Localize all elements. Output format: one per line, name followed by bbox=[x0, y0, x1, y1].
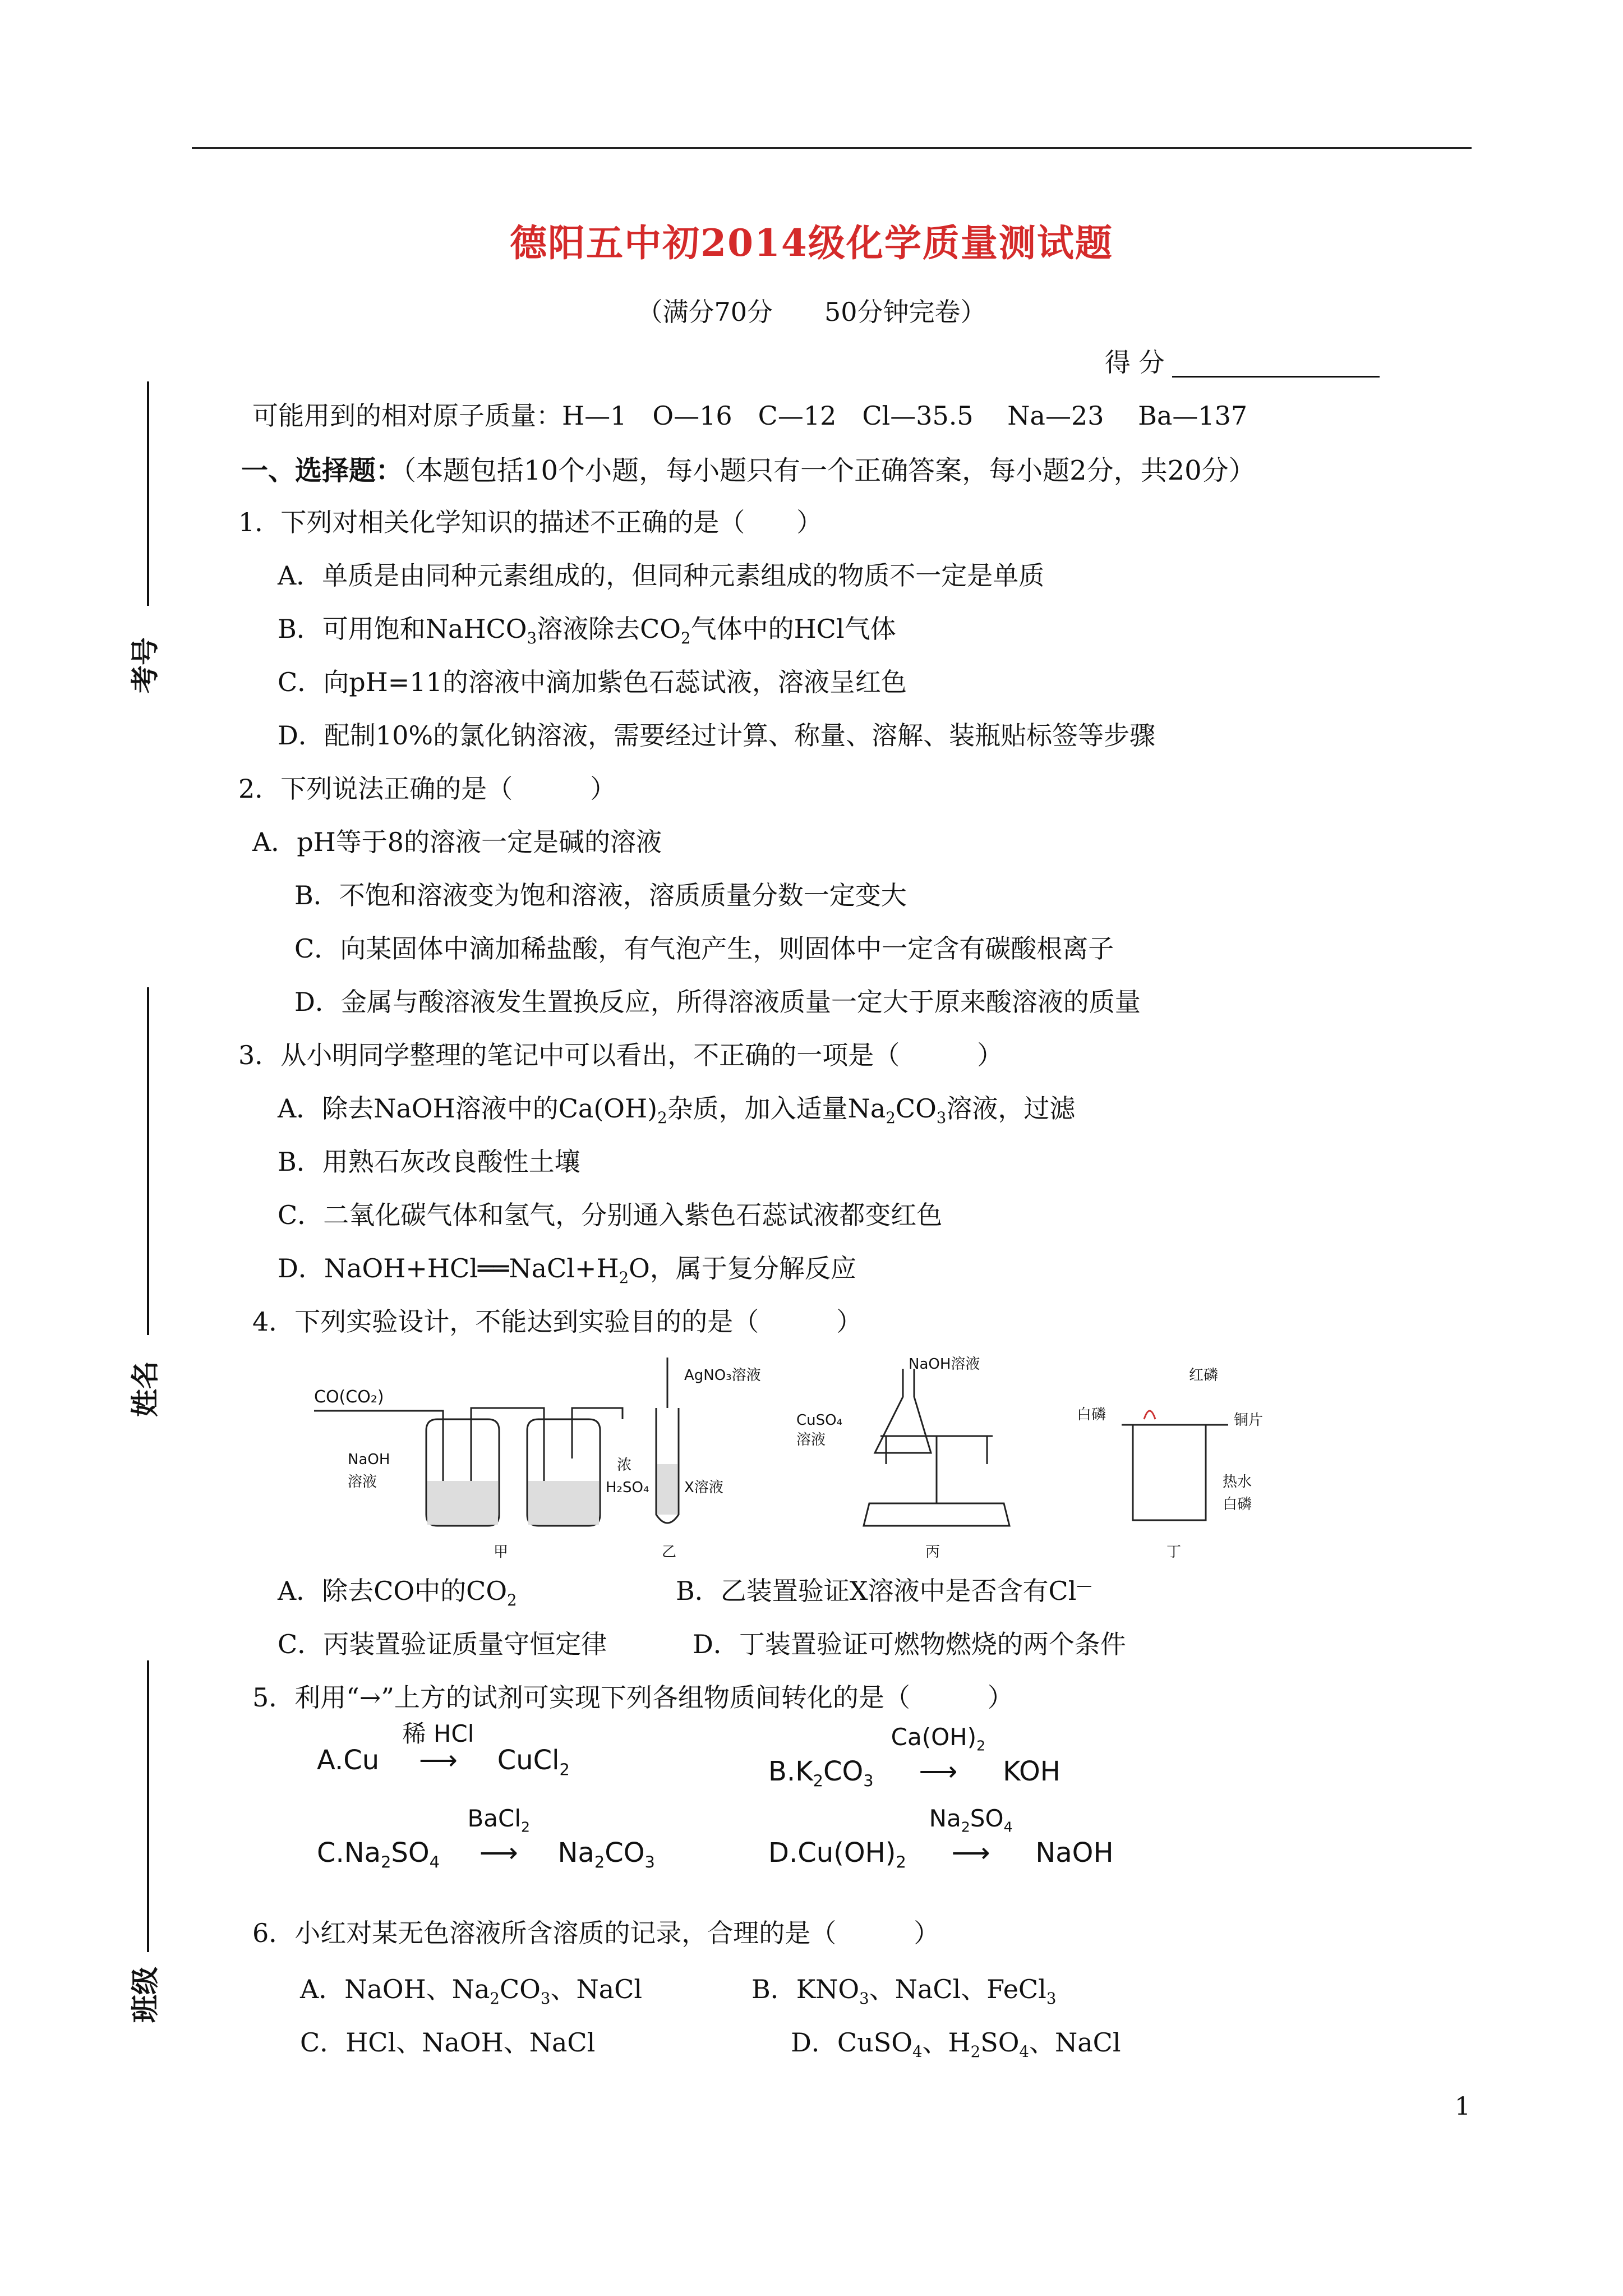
q1-option-c: C．向pH=11的溶液中滴加紫色石蕊试液，溶液呈红色 bbox=[278, 667, 907, 697]
score-blank[interactable] bbox=[1172, 376, 1380, 378]
q5-d-arrow: $Na_2SO_4$ ⟶ bbox=[915, 1837, 1027, 1869]
q3-option-d: D．$NaOH+HCl══NaCl+H_2O$，属于复分解反应 bbox=[278, 1253, 856, 1287]
q1-stem: 1．下列对相关化学知识的描述不正确的是（ ） bbox=[238, 507, 823, 537]
fig-bai-lin-2: 白磷 bbox=[1223, 1496, 1252, 1513]
q4-apparatus-figure bbox=[303, 1346, 1279, 1559]
fig-rongye: 溶液 bbox=[348, 1474, 377, 1490]
q6-option-a: A．NaOH、$Na_2CO_3$、NaCl bbox=[300, 1974, 643, 2008]
q6-stem: 6．小红对某无色溶液所含溶质的记录，合理的是（ ） bbox=[252, 1918, 940, 1948]
exam-title: 德阳五中初2014级化学质量测试题 bbox=[510, 221, 1113, 265]
q3-a-end: 溶液，过滤 bbox=[946, 1093, 1076, 1124]
q2-option-b: B．不饱和溶液变为饱和溶液，溶质质量分数一定变大 bbox=[294, 880, 907, 910]
class-label: 班级 bbox=[128, 1967, 162, 2023]
fig-flask bbox=[875, 1369, 931, 1453]
fig-co-co2: CO(CO₂) bbox=[314, 1387, 384, 1407]
q1-option-b: B．可用饱和NaHCO$_3$溶液除去$CO_2$气体中的HCl气体 bbox=[278, 614, 896, 648]
q5-a-arrow: 稀 HCl ⟶ bbox=[388, 1745, 488, 1776]
q5-d-left: D.Cu(OH) bbox=[768, 1837, 896, 1869]
q4-stem: 4．下列实验设计，不能达到实验目的的是（ ） bbox=[252, 1306, 863, 1337]
section1-title: 一、选择题： bbox=[241, 455, 403, 486]
q6-option-b: B．$KNO_3$、NaCl、FeCl$_3$ bbox=[751, 1974, 1057, 2008]
name-line bbox=[147, 987, 149, 1335]
exam-no-line bbox=[147, 381, 149, 606]
score-label: 得 分 bbox=[1105, 347, 1165, 378]
q3-option-b: B．用熟石灰改良酸性土壤 bbox=[278, 1147, 580, 1177]
q4-b-text: B．乙装置验证X溶液中是否含有Cl bbox=[676, 1576, 1077, 1606]
q5-c-left: C.Na bbox=[317, 1837, 381, 1869]
exam-subtitle: （满分70分 50分钟完卷） bbox=[637, 297, 986, 327]
fig-x-sol: X溶液 bbox=[684, 1479, 723, 1496]
q5-c-right: Na bbox=[557, 1837, 594, 1869]
fig-test-liquid bbox=[657, 1464, 677, 1515]
q5-option-a: A.Cu 稀 HCl ⟶ CuCl$_2$ bbox=[317, 1745, 570, 1779]
q3-d-pre: D．NaOH+HCl══NaCl+H bbox=[278, 1253, 619, 1283]
fig-tong-pian: 铜片 bbox=[1234, 1412, 1264, 1429]
q5-b-reagent: $Ca(OH)_2$ bbox=[891, 1723, 986, 1754]
q4-option-c: C．丙装置验证质量守恒定律 bbox=[278, 1629, 607, 1659]
q5-b-right: KOH bbox=[1003, 1756, 1061, 1787]
page-number: 1 bbox=[1455, 2092, 1470, 2121]
q5-c-right2: CO bbox=[605, 1837, 645, 1869]
q4-option-a: A．除去CO中的$CO_2$ bbox=[278, 1576, 517, 1610]
q5-b-left: B.K bbox=[768, 1756, 813, 1787]
fig-bai-lin: 白磷 bbox=[1077, 1406, 1106, 1423]
q4-option-b: B．乙装置验证X溶液中是否含有Cl— bbox=[676, 1576, 1092, 1606]
fig-label-jia: 甲 bbox=[494, 1544, 509, 1559]
q4-a-pre: A．除去CO中的CO bbox=[278, 1576, 508, 1606]
q3-a-pre: A．除去NaOH溶液中的Ca(OH) bbox=[278, 1093, 658, 1124]
name-label: 姓名 bbox=[128, 1361, 162, 1417]
q5-b-arrow: $Ca(OH)_2$ ⟶ bbox=[882, 1756, 994, 1787]
fig-cuso4-sol: 溶液 bbox=[796, 1432, 826, 1448]
q5-b-left2: CO bbox=[823, 1756, 864, 1787]
fig-liquid-2 bbox=[528, 1481, 599, 1525]
q3-a-mid: 杂质，加入适量Na bbox=[667, 1093, 886, 1124]
fig-hong-lin: 红磷 bbox=[1189, 1367, 1219, 1384]
atomic-mass-line: 可能用到的相对原子质量：H—1 O—16 C—12 Cl—35.5 Na—23 Ba—137 bbox=[252, 401, 1248, 431]
q5-a-left: A.Cu bbox=[317, 1745, 380, 1776]
q5-a-right: CuCl bbox=[497, 1745, 560, 1776]
fig-h2so4: H₂SO₄ bbox=[606, 1479, 649, 1496]
q3-option-a: A．除去NaOH溶液中的$Ca(OH)_2$杂质，加入适量$Na_2CO_3$溶液，过滤 bbox=[278, 1093, 1076, 1128]
q3-d-end: O，属于复分解反应 bbox=[629, 1253, 856, 1283]
q5-a-reagent: 稀 HCl bbox=[402, 1720, 474, 1747]
q1-b-pre: B．可用饱和NaHCO bbox=[278, 614, 527, 644]
q5-option-b: $B.K_2CO_3$ $Ca(OH)_2$ ⟶ KOH bbox=[768, 1723, 1061, 1791]
exam-no-label: 考号 bbox=[128, 637, 162, 693]
q6-option-c: C．HCl、NaOH、NaCl bbox=[300, 2027, 596, 2058]
q3-a-mid2: CO bbox=[895, 1093, 937, 1124]
q2-option-c: C．向某固体中滴加稀盐酸，有气泡产生，则固体中一定含有碳酸根离子 bbox=[294, 933, 1114, 964]
q1-b-mid1: 溶液除去CO bbox=[537, 614, 681, 644]
q2-option-d: D．金属与酸溶液发生置换反应，所得溶液质量一定大于原来酸溶液的质量 bbox=[294, 987, 1141, 1017]
class-line bbox=[147, 1660, 149, 1952]
top-rule bbox=[192, 147, 1472, 149]
q5-stem: 5．利用“→”上方的试剂可实现下列各组物质间转化的是（ ） bbox=[252, 1682, 1013, 1713]
q4-option-d: D．丁装置验证可燃物燃烧的两个条件 bbox=[693, 1629, 1126, 1659]
q3-stem: 3．从小明同学整理的笔记中可以看出，不正确的一项是（ ） bbox=[238, 1040, 1003, 1070]
q5-c-arrow: BaCl$_2$ ⟶ bbox=[448, 1837, 549, 1869]
fig-re-shui: 热水 bbox=[1223, 1474, 1252, 1490]
section1-heading bbox=[241, 449, 1256, 487]
section1-desc: （本题包括10个小题，每小题只有一个正确答案，每小题2分，共20分） bbox=[403, 455, 1256, 486]
q1-b-mid2: 气体中的HCl气体 bbox=[690, 614, 896, 644]
q6-option-d: D．CuSO$_4$、$H_2SO_4$、NaCl bbox=[791, 2027, 1121, 2062]
fig-flame bbox=[1144, 1411, 1155, 1419]
fig-cuso4: CuSO₄ bbox=[796, 1412, 843, 1429]
q2-option-a: A．pH等于8的溶液一定是碱的溶液 bbox=[252, 827, 662, 857]
q5-c-left2: SO bbox=[391, 1837, 430, 1869]
q5-option-c: $C.Na_2SO_4$ BaCl$_2$ ⟶ $Na_2CO_3$ bbox=[317, 1805, 655, 1872]
fig-label-yi: 乙 bbox=[662, 1544, 677, 1559]
fig-agno3: AgNO₃溶液 bbox=[684, 1367, 761, 1384]
fig-naoh: NaOH bbox=[348, 1451, 390, 1468]
fig-naoh-sol: NaOH溶液 bbox=[909, 1356, 980, 1373]
fig-label-bing: 丙 bbox=[925, 1544, 940, 1559]
fig-beaker bbox=[1133, 1425, 1206, 1520]
q5-c-reagent: BaCl$_2$ bbox=[467, 1805, 531, 1835]
fig-liquid-1 bbox=[427, 1481, 498, 1525]
fig-label-ding: 丁 bbox=[1166, 1544, 1182, 1559]
q2-stem: 2．下列说法正确的是（ ） bbox=[238, 774, 616, 804]
q5-d-reagent: $Na_2SO_4$ bbox=[929, 1805, 1013, 1835]
q5-d-right: NaOH bbox=[1035, 1837, 1114, 1869]
q1-option-d: D．配制10%的氯化钠溶液，需要经过计算、称量、溶解、装瓶贴标签等步骤 bbox=[278, 720, 1156, 751]
q3-option-c: C．二氧化碳气体和氢气，分别通入紫色石蕊试液都变红色 bbox=[278, 1200, 943, 1230]
fig-nong: 浓 bbox=[617, 1457, 632, 1474]
q5-option-d: $D.Cu(OH)_2$ $Na_2SO_4$ ⟶ NaOH bbox=[768, 1805, 1114, 1872]
q1-option-a: A．单质是由同种元素组成的，但同种元素组成的物质不一定是单质 bbox=[278, 560, 1045, 591]
fig-balance bbox=[864, 1436, 1009, 1526]
